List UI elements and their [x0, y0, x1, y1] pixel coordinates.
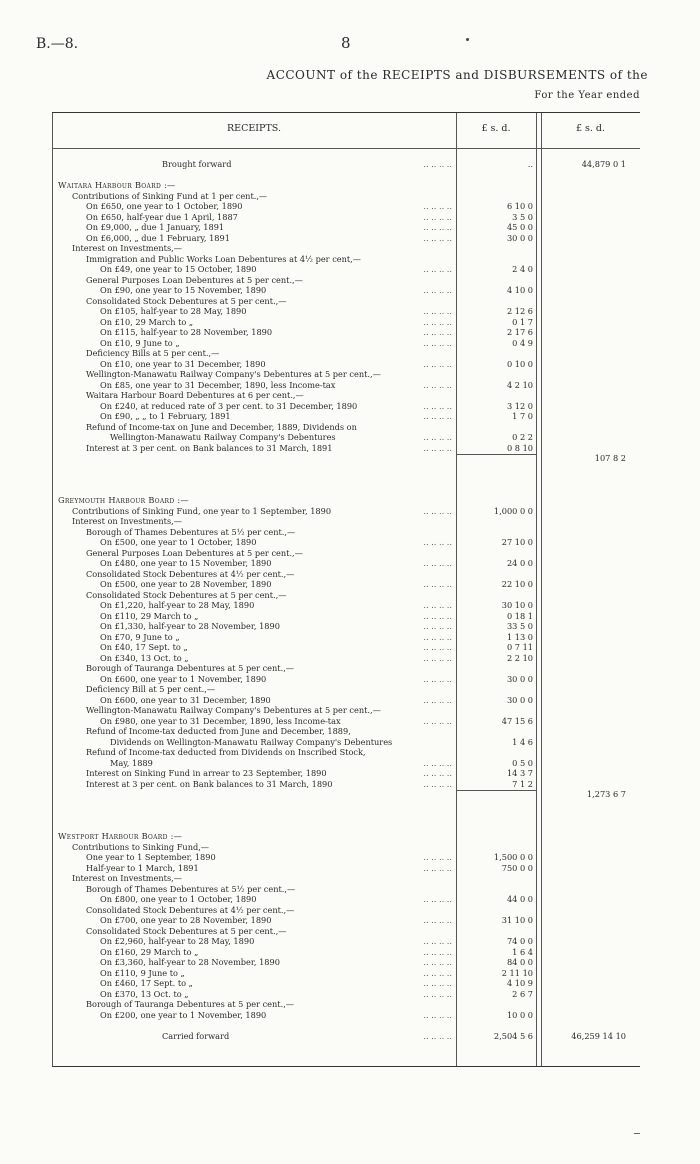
document-code: B.—8.: [36, 36, 79, 52]
dot-leader: .. .. .. ..: [423, 673, 452, 684]
row-label: On £115, half-year to 28 November, 1890: [100, 327, 273, 337]
blank-row: [52, 485, 640, 496]
amount-cell: 0 10 0: [506, 358, 533, 369]
total-cell: 1,273 6 7: [586, 789, 626, 799]
row-label: Borough of Tauranga Debentures at 5 per cent.,—: [86, 999, 294, 1009]
row-label: One year to 1 September, 1890: [86, 852, 216, 862]
row-label: Consolidated Stock Debentures at 5 per cent.,—: [86, 925, 287, 936]
row-label: On £650, one year to 1 October, 1890: [86, 201, 243, 211]
row-label: On £160, 29 March to „: [100, 946, 199, 957]
dot-leader: .. .. .. ..: [423, 1009, 452, 1020]
ledger-row: [52, 852, 640, 863]
dot-leader: .. .. .. ..: [423, 862, 452, 873]
row-label: General Purposes Loan Debentures at 5 per cent.,—: [86, 274, 303, 285]
dot-leader: .. .. .. ..: [423, 768, 452, 778]
ledger-row: [52, 947, 640, 958]
amount-cell: ..: [527, 159, 533, 169]
dot-leader: .. .. .. ..: [423, 411, 452, 421]
ledger-row: [52, 978, 640, 989]
dot-leader: .. .. .. ..: [423, 211, 452, 222]
row-label: On £480, one year to 15 November, 1890: [100, 558, 272, 568]
ledger-row: [52, 842, 640, 853]
row-label: May, 1889: [110, 757, 153, 768]
dot-leader: .. .. .. ..: [423, 894, 452, 904]
row-label: Interest at 3 per cent. on Bank balances to 31 March, 1891: [86, 442, 333, 453]
dot-leader: .. .. .. ..: [423, 337, 452, 348]
dot-leader: .. .. .. ..: [423, 327, 452, 337]
row-label: On £110, 9 June to „: [100, 967, 185, 978]
row-label: Wellington-Manawatu Railway Company's Debentures at 5 per cent.,—: [86, 369, 381, 379]
row-label: On £10, 29 March to „: [100, 316, 194, 327]
row-label: Interest on Investments,—: [72, 873, 182, 883]
ledger-row: [52, 863, 640, 874]
row-label: On £10, one year to 31 December, 1890: [100, 358, 266, 369]
amount-cell: 4 10 0: [506, 285, 533, 295]
dot-leader: .. .. .. ..: [423, 852, 452, 862]
amount-cell: 1 6 4: [512, 946, 533, 957]
dot-leader: .. .. .. ..: [423, 232, 452, 243]
ledger-row: [52, 1010, 640, 1021]
blank-row: [52, 1020, 640, 1031]
amount-cell: 2 11 10: [501, 967, 533, 978]
receipts-column-header: RECEIPTS.: [227, 123, 281, 134]
row-label: Consolidated Stock Debentures at 5 per cent.,—: [86, 589, 287, 600]
ledger-row: [52, 411, 640, 422]
amount-cell: 2,504 5 6: [493, 1030, 533, 1041]
row-label: Interest on Investments,—: [72, 516, 182, 526]
ledger-row: [52, 254, 640, 265]
row-label: On £10, 9 June to „: [100, 337, 180, 348]
ledger-row: [52, 600, 640, 611]
ledger-row: [52, 695, 640, 706]
row-label: Refund of Income-tax deducted from June and December, 1889,: [86, 726, 351, 736]
dot-leader: .. .. .. ..: [423, 579, 452, 589]
ledger-row: [52, 768, 640, 779]
row-label: Contributions of Sinking Fund at 1 per cent.,—: [72, 190, 268, 201]
amount-cell: 1 4 6: [512, 736, 533, 747]
blank-row: [52, 474, 640, 485]
ledger-row: [52, 779, 640, 790]
row-label: Waitara Harbour Board :—: [58, 180, 176, 190]
row-label: Brought forward: [162, 159, 232, 169]
row-label: On £85, one year to 31 December, 1890, less Income-tax: [100, 379, 336, 390]
ledger-rows: [52, 159, 640, 1041]
ledger-row: [52, 674, 640, 685]
amount-cell: 47 15 6: [501, 715, 533, 726]
ink-speck: [466, 38, 469, 41]
amount-cell: 0 18 1: [506, 610, 533, 621]
amount-cell: 84 0 0: [506, 957, 533, 967]
section-heading-row: [52, 831, 640, 842]
row-label: On £3,360, half-year to 28 November, 1890: [100, 957, 280, 967]
amount-column-header-2: £ s. d.: [575, 123, 606, 134]
ledger-row: [52, 936, 640, 947]
amount-cell: 30 10 0: [501, 600, 533, 610]
ledger-row: [52, 212, 640, 223]
dot-leader: .. .. .. ..: [423, 537, 452, 547]
amount-cell: 1 7 0: [512, 411, 533, 421]
amount-cell: 24 0 0: [506, 558, 533, 568]
amount-cell: 74 0 0: [506, 936, 533, 946]
ledger-row: [52, 1031, 640, 1042]
amount-cell: 2 17 6: [506, 327, 533, 337]
row-label: On £105, half-year to 28 May, 1890: [100, 306, 247, 316]
row-label: Wellington-Manawatu Railway Company's Debentures at 5 per cent.,—: [86, 705, 381, 715]
amount-cell: 7 1 2: [512, 778, 533, 789]
dot-leader: .. .. .. ..: [423, 201, 452, 211]
ledger-row: [52, 317, 640, 328]
dot-leader: .. .. .. ..: [423, 957, 452, 967]
row-label: Half-year to 1 March, 1891: [86, 862, 199, 873]
row-label: On £9,000, „ due 1 January, 1891: [86, 222, 225, 232]
ledger-row: [52, 516, 640, 527]
dot-leader: .. .. .. ..: [423, 358, 452, 369]
account-subtitle: For the Year ended: [534, 90, 640, 101]
dot-leader: .. .. .. ..: [423, 610, 452, 621]
ledger-row: [52, 989, 640, 1000]
row-label: Wellington-Manawatu Railway Company's Debentures: [110, 432, 336, 442]
ledger-row: [52, 632, 640, 643]
ledger-row: [52, 159, 640, 170]
amount-column-header-1: £ s. d.: [481, 123, 511, 134]
amount-cell: 27 10 0: [501, 537, 533, 547]
row-label: On £500, one year to 1 October, 1890: [100, 537, 257, 547]
blank-row: [52, 821, 640, 832]
dot-leader: .. .. .. ..: [423, 1030, 452, 1041]
account-title: ACCOUNT of the RECEIPTS and DISBURSEMENTS of the: [266, 68, 648, 82]
ledger-row: [52, 506, 640, 517]
amount-cell: 14 3 7: [506, 768, 533, 778]
row-label: Greymouth Harbour Board :—: [58, 495, 189, 505]
amount-cell: 2 2 10: [506, 652, 533, 663]
ledger-row: [52, 894, 640, 905]
ledger-row: [52, 621, 640, 632]
ledger-row: [52, 915, 640, 926]
amount-cell: 4 10 9: [506, 978, 533, 988]
ledger-row: [52, 548, 640, 559]
amount-cell: 0 8 10: [506, 442, 533, 453]
row-label: On £240, at reduced rate of 3 per cent. to 31 December, 1890: [100, 400, 358, 411]
ledger-row: [52, 233, 640, 244]
dot-leader: .. .. .. ..: [423, 379, 452, 390]
dot-leader: .. .. .. ..: [423, 432, 452, 442]
dot-leader: .. .. .. ..: [423, 600, 452, 610]
amount-cell: 2 4 0: [512, 264, 533, 274]
amount-cell: 2 6 7: [512, 988, 533, 999]
amount-cell: 2 12 6: [506, 306, 533, 316]
dot-leader: .. .. .. ..: [423, 400, 452, 411]
ledger-row: [52, 926, 640, 937]
ledger-row: [52, 747, 640, 758]
ledger-row: [52, 758, 640, 769]
ledger-row: [52, 275, 640, 286]
row-label: Interest at 3 per cent. on Bank balances to 31 March, 1890: [86, 778, 333, 789]
ledger-row: [52, 380, 640, 391]
row-label: On £49, one year to 15 October, 1890: [100, 264, 257, 274]
dot-leader: .. .. .. ..: [423, 642, 452, 652]
dot-leader: .. .. .. ..: [423, 159, 452, 169]
dot-leader: .. .. .. ..: [423, 505, 452, 516]
ledger-row: [52, 653, 640, 664]
blank-row: [52, 170, 640, 181]
row-label: On £200, one year to 1 November, 1890: [100, 1009, 267, 1020]
total-cell: 46,259 14 10: [571, 1030, 626, 1041]
amount-cell: 30 0 0: [506, 673, 533, 684]
row-label: On £6,000, „ due 1 February, 1891: [86, 232, 230, 243]
dot-leader: .. .. .. ..: [423, 621, 452, 631]
row-label: On £90, „ „ to 1 February, 1891: [100, 411, 231, 421]
dot-leader: .. .. .. ..: [423, 946, 452, 957]
section-heading-row: [52, 495, 640, 506]
header-rule: [52, 148, 640, 149]
ledger-row: [52, 726, 640, 737]
amount-cell: 0 5 0: [512, 757, 533, 768]
ledger-row: [52, 201, 640, 212]
ledger-row: [52, 191, 640, 202]
ledger-row: [52, 569, 640, 580]
ledger-row: [52, 401, 640, 412]
dot-leader: .. .. .. ..: [423, 631, 452, 642]
row-label: On £600, one year to 1 November, 1890: [100, 673, 267, 684]
row-label: Interest on Investments,—: [72, 243, 182, 253]
ledger-row: [52, 306, 640, 317]
ledger-row: [52, 422, 640, 433]
ledger-row: [52, 369, 640, 380]
row-label: Contributions to Sinking Fund,—: [72, 841, 209, 852]
ledger-row: [52, 243, 640, 254]
ledger-row: [52, 705, 640, 716]
row-label: On £2,960, half-year to 28 May, 1890: [100, 936, 255, 946]
row-label: On £90, one year to 15 November, 1890: [100, 285, 267, 295]
amount-cell: 0 1 7: [512, 316, 533, 327]
dot-leader: .. .. .. ..: [423, 967, 452, 978]
row-label: On £110, 29 March to „: [100, 610, 199, 621]
row-label: Waitara Harbour Board Debentures at 6 per cent.,—: [86, 390, 304, 400]
ledger-row: [52, 642, 640, 653]
ledger-row: [52, 537, 640, 548]
row-label: Carried forward: [162, 1030, 230, 1041]
section-heading-row: [52, 180, 640, 191]
blank-row: [52, 789, 640, 800]
row-label: Dividends on Wellington-Manawatu Railway Company's Debentures: [110, 736, 393, 747]
ledger-row: [52, 348, 640, 359]
row-label: Westport Harbour Board :—: [58, 831, 183, 841]
row-label: On £650, half-year due 1 April, 1887: [86, 211, 238, 222]
amount-cell: 30 0 0: [506, 232, 533, 243]
row-label: On £1,330, half-year to 28 November, 1890: [100, 621, 280, 631]
amount-cell: 1,500 0 0: [493, 852, 533, 862]
ledger-row: [52, 527, 640, 538]
total-cell: 44,879 0 1: [581, 159, 626, 169]
dot-leader: .. .. .. ..: [423, 715, 452, 726]
row-label: Borough of Tauranga Debentures at 5 per cent.,—: [86, 663, 294, 673]
row-label: On £1,220, half-year to 28 May, 1890: [100, 600, 255, 610]
ledger-row: [52, 968, 640, 979]
footer-mark: [634, 1133, 640, 1134]
ledger-row: [52, 684, 640, 695]
blank-row: [52, 453, 640, 464]
amount-cell: 30 0 0: [506, 694, 533, 705]
ledger-row: [52, 905, 640, 916]
total-cell: 107 8 2: [594, 453, 626, 463]
row-label: On £460, 17 Sept. to „: [100, 978, 193, 988]
row-label: On £70, 9 June to „: [100, 631, 180, 642]
dot-leader: .. .. .. ..: [423, 285, 452, 295]
dot-leader: .. .. .. ..: [423, 306, 452, 316]
amount-cell: 0 4 9: [512, 337, 533, 348]
dot-leader: .. .. .. ..: [423, 978, 452, 988]
ledger-row: [52, 338, 640, 349]
row-label: Borough of Thames Debentures at 5½ per cent.,—: [86, 883, 296, 894]
ledger-row: [52, 884, 640, 895]
row-label: Consolidated Stock Debentures at 4½ per cent.,—: [86, 904, 295, 915]
row-label: Deficiency Bills at 5 per cent.,—: [86, 348, 220, 358]
blank-row: [52, 810, 640, 821]
row-label: On £500, one year to 28 November, 1890: [100, 579, 272, 589]
amount-cell: 4 2 10: [506, 379, 533, 390]
ledger-row: [52, 222, 640, 233]
amount-cell: 45 0 0: [506, 222, 533, 232]
dot-leader: .. .. .. ..: [423, 442, 452, 453]
dot-leader: .. .. .. ..: [423, 316, 452, 327]
ledger-row: [52, 957, 640, 968]
row-label: On £40, 17 Sept. to „: [100, 642, 188, 652]
dot-leader: .. .. .. ..: [423, 778, 452, 789]
dot-leader: .. .. .. ..: [423, 652, 452, 663]
ledger-row: [52, 285, 640, 296]
amount-cell: 1 13 0: [506, 631, 533, 642]
ledger-row: [52, 558, 640, 569]
dot-leader: .. .. .. ..: [423, 757, 452, 768]
amount-cell: 0 2 2: [512, 432, 533, 442]
row-label: On £340, 13 Oct. to „: [100, 652, 189, 663]
blank-row: [52, 464, 640, 475]
ledger-row: [52, 296, 640, 307]
dot-leader: .. .. .. ..: [423, 222, 452, 232]
row-label: Borough of Thames Debentures at 5½ per cent.,—: [86, 526, 296, 537]
dot-leader: .. .. .. ..: [423, 694, 452, 705]
amount-cell: 44 0 0: [506, 894, 533, 904]
ledger-row: [52, 327, 640, 338]
ledger-row: [52, 359, 640, 370]
row-label: Consolidated Stock Debentures at 4½ per cent.,—: [86, 568, 295, 579]
row-label: On £800, one year to 1 October, 1890: [100, 894, 257, 904]
amount-cell: 22 10 0: [501, 579, 533, 589]
ledger-row: [52, 663, 640, 674]
dot-leader: .. .. .. ..: [423, 936, 452, 946]
row-label: Contributions of Sinking Fund, one year to 1 September, 1890: [72, 505, 332, 516]
ledger-row: [52, 264, 640, 275]
amount-cell: 31 10 0: [501, 915, 533, 925]
amount-cell: 0 7 11: [506, 642, 533, 652]
amount-cell: 1,000 0 0: [493, 505, 533, 516]
ledger-row: [52, 716, 640, 727]
row-label: Consolidated Stock Debentures at 5 per cent.,—: [86, 295, 287, 306]
ledger-row: [52, 873, 640, 884]
dot-leader: .. .. .. ..: [423, 558, 452, 568]
blank-row: [52, 800, 640, 811]
row-label: Refund of Income-tax deducted from Dividends on Inscribed Stock,: [86, 747, 366, 757]
row-label: Refund of Income-tax on June and December, 1889, Dividends on: [86, 421, 357, 432]
ledger-row: [52, 390, 640, 401]
receipts-table: [52, 112, 640, 1067]
ledger-row: [52, 737, 640, 748]
ledger-row: [52, 579, 640, 590]
dot-leader: .. .. .. ..: [423, 264, 452, 274]
dot-leader: .. .. .. ..: [423, 915, 452, 925]
amount-cell: 3 12 0: [506, 400, 533, 411]
ledger-row: [52, 999, 640, 1010]
page-number: 8: [341, 34, 351, 52]
ledger-row: [52, 611, 640, 622]
row-label: On £700, one year to 28 November, 1890: [100, 915, 272, 925]
amount-cell: 10 0 0: [506, 1009, 533, 1020]
row-label: General Purposes Loan Debentures at 5 per cent.,—: [86, 547, 303, 558]
ledger-row: [52, 443, 640, 454]
amount-cell: 6 10 0: [506, 201, 533, 211]
amount-cell: 33 5 0: [506, 621, 533, 631]
ledger-row: [52, 590, 640, 601]
row-label: On £370, 13 Oct. to „: [100, 988, 189, 999]
row-label: On £600, one year to 31 December, 1890: [100, 694, 271, 705]
amount-cell: 3 5 0: [512, 211, 533, 222]
ledger-row: [52, 432, 640, 443]
row-label: Deficiency Bill at 5 per cent.,—: [86, 684, 216, 694]
row-label: On £980, one year to 31 December, 1890, less Income-tax: [100, 715, 341, 726]
row-label: Interest on Sinking Fund in arrear to 23 September, 1890: [86, 768, 327, 778]
amount-cell: 750 0 0: [501, 862, 533, 873]
dot-leader: .. .. .. ..: [423, 988, 452, 999]
row-label: Immigration and Public Works Loan Debentures at 4½ per cent,—: [86, 253, 361, 264]
